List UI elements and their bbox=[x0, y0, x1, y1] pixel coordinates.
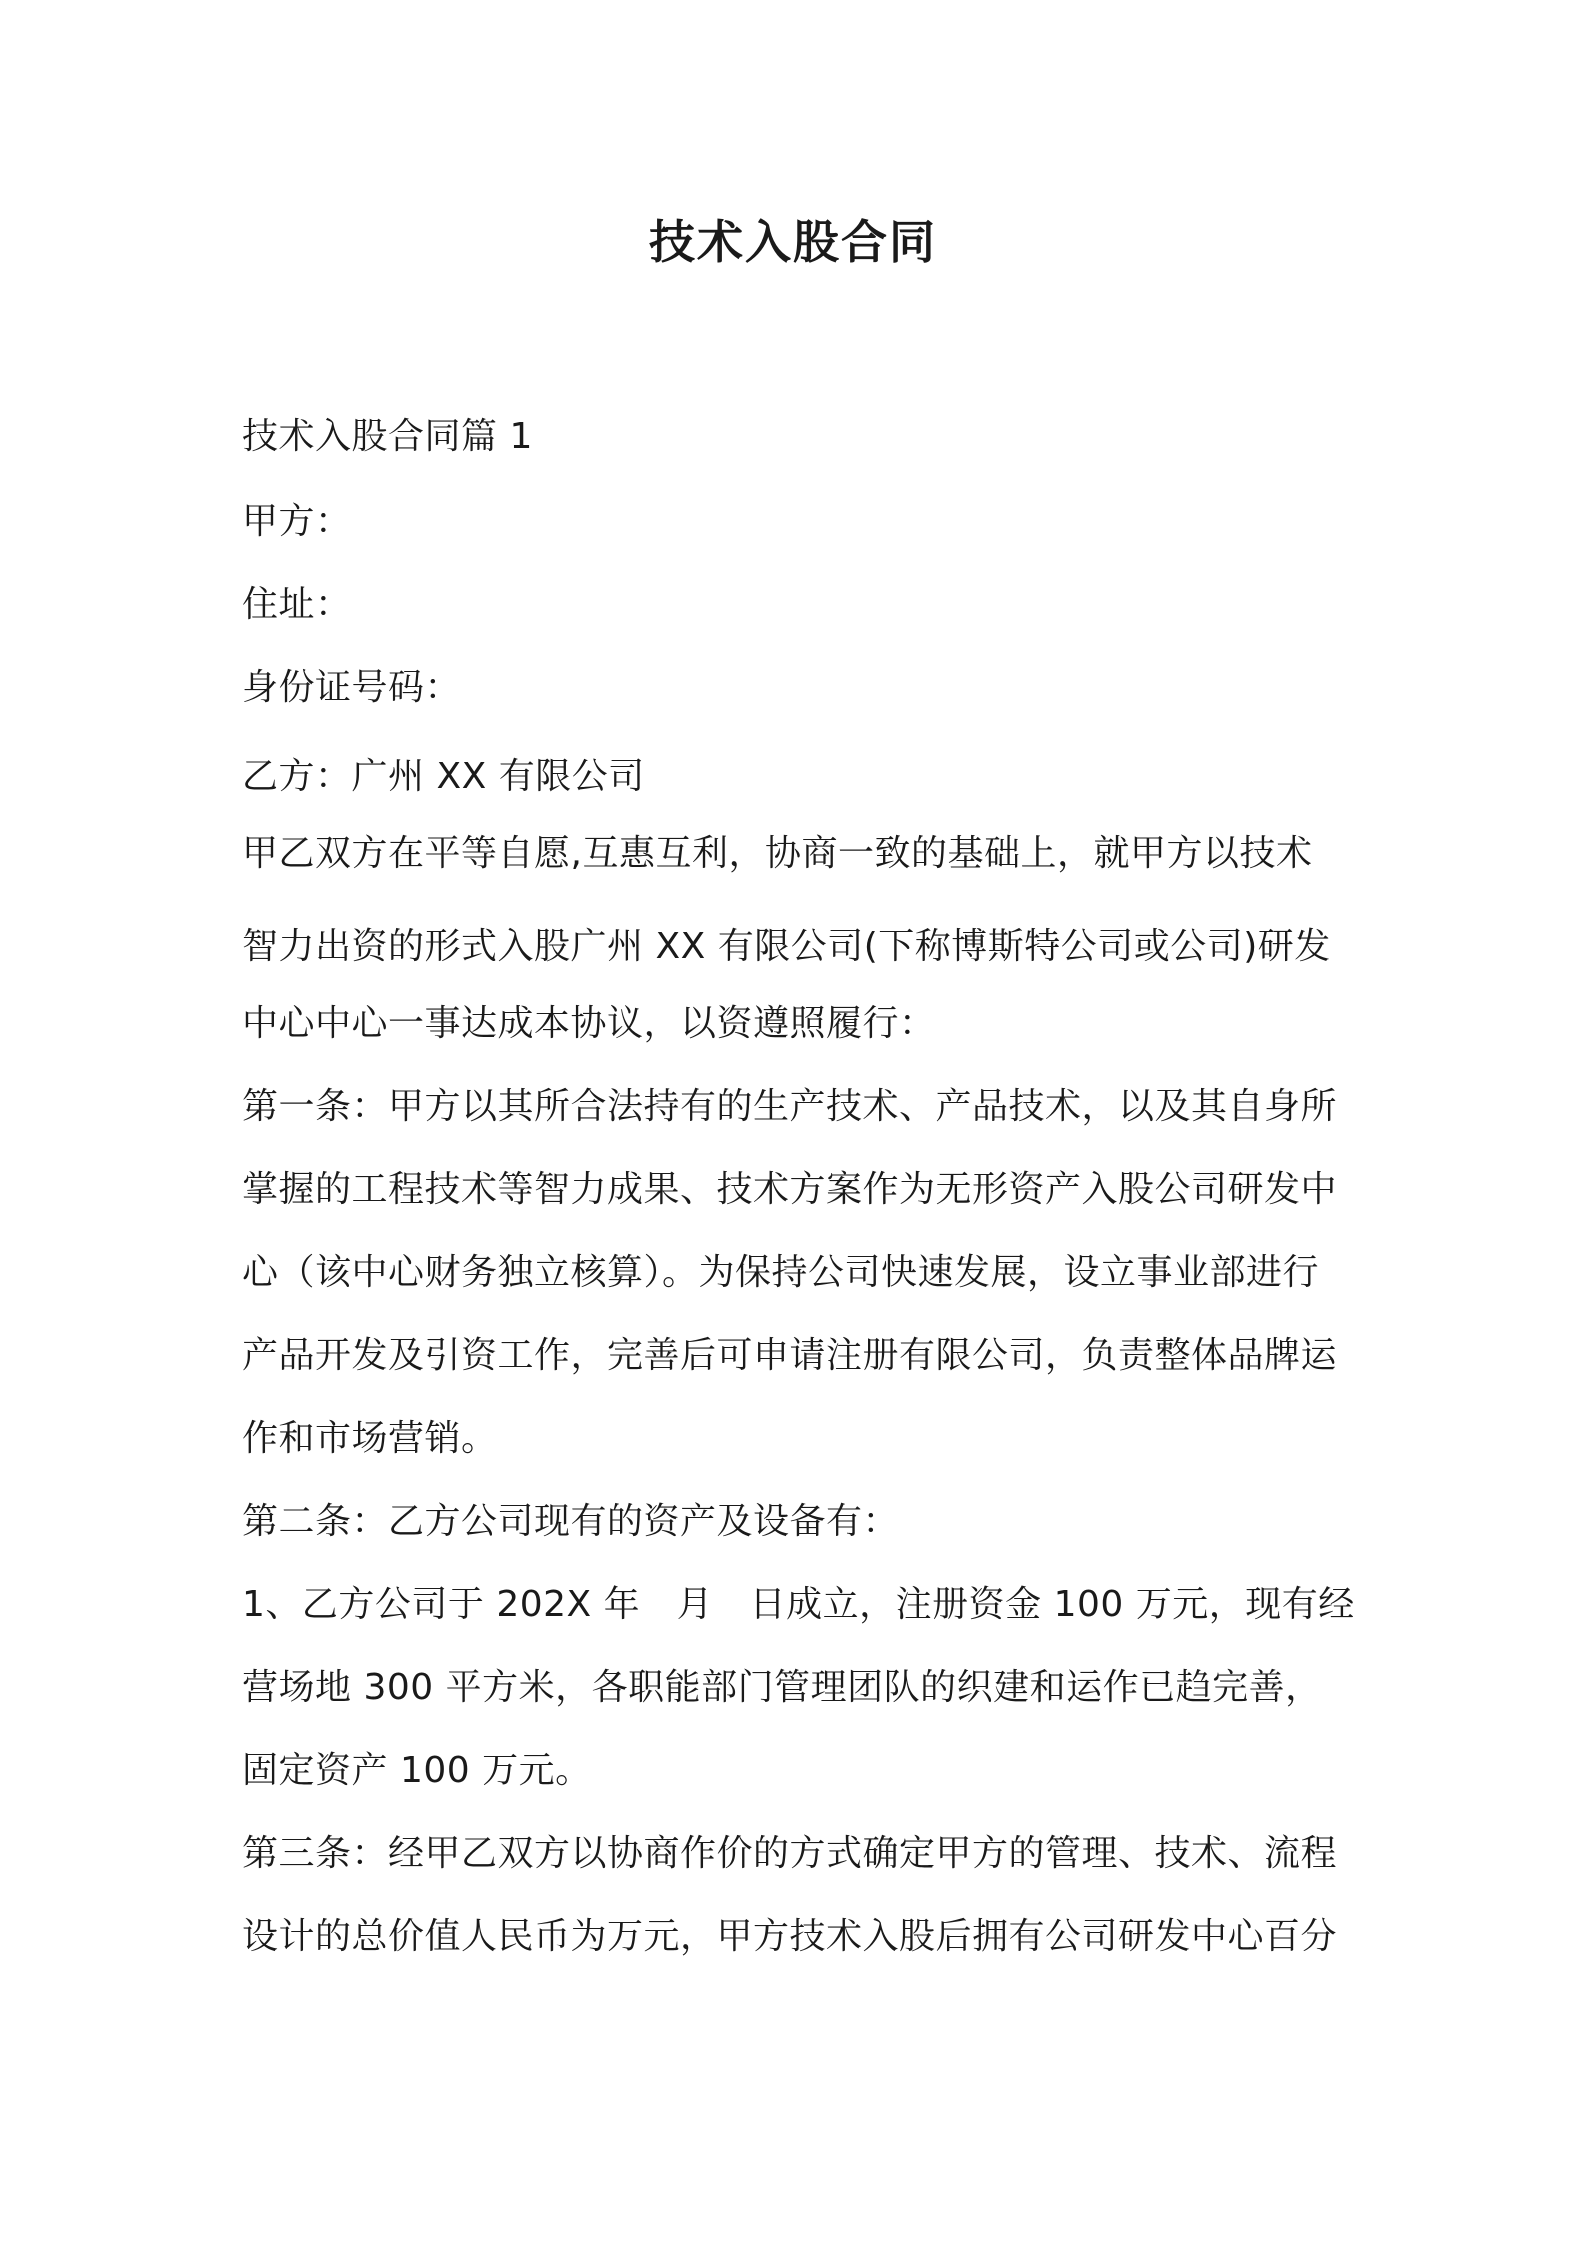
article-1-line: 作和市场营销。 bbox=[242, 1418, 498, 1459]
article-2-line: 第二条：乙方公司现有的资产及设备有： bbox=[242, 1501, 900, 1542]
party-a-label: 甲方： bbox=[242, 501, 352, 542]
document-title: 技术入股合同 bbox=[649, 215, 937, 269]
article-3-line: 第三条：经甲乙双方以协商作价的方式确定甲方的管理、技术、流程 bbox=[242, 1833, 1338, 1874]
section-heading: 技术入股合同篇 1 bbox=[242, 416, 533, 457]
paragraph-line: 中心中心一事达成本协议，以资遵照履行： bbox=[242, 1003, 936, 1044]
article-1-line: 掌握的工程技术等智力成果、技术方案作为无形资产入股公司研发中 bbox=[242, 1169, 1338, 1210]
paragraph-line: 智力出资的形式入股广州 XX 有限公司(下称博斯特公司或公司)研发 bbox=[242, 926, 1331, 967]
article-3-line: 设计的总价值人民币为万元，甲方技术入股后拥有公司研发中心百分 bbox=[242, 1916, 1338, 1957]
article-1-line: 心（该中心财务独立核算）。为保持公司快速发展，设立事业部进行 bbox=[242, 1252, 1320, 1293]
article-2-item-line: 营场地 300 平方米，各职能部门管理团队的织建和运作已趋完善， bbox=[242, 1667, 1322, 1708]
party-b-label: 乙方：广州 XX 有限公司 bbox=[242, 756, 645, 797]
article-2-item-line: 固定资产 100 万元。 bbox=[242, 1750, 592, 1791]
article-1-line: 产品开发及引资工作，完善后可申请注册有限公司，负责整体品牌运 bbox=[242, 1335, 1338, 1376]
id-number-label: 身份证号码： bbox=[242, 667, 462, 708]
article-1-line: 第一条：甲方以其所合法持有的生产技术、产品技术，以及其自身所 bbox=[242, 1086, 1338, 1127]
address-label: 住址： bbox=[242, 584, 352, 625]
paragraph-line: 甲乙双方在平等自愿,互惠互利，协商一致的基础上，就甲方以技术 bbox=[242, 833, 1313, 874]
article-2-item-line: 1、乙方公司于 202X 年 月 日成立，注册资金 100 万元，现有经 bbox=[242, 1584, 1355, 1625]
